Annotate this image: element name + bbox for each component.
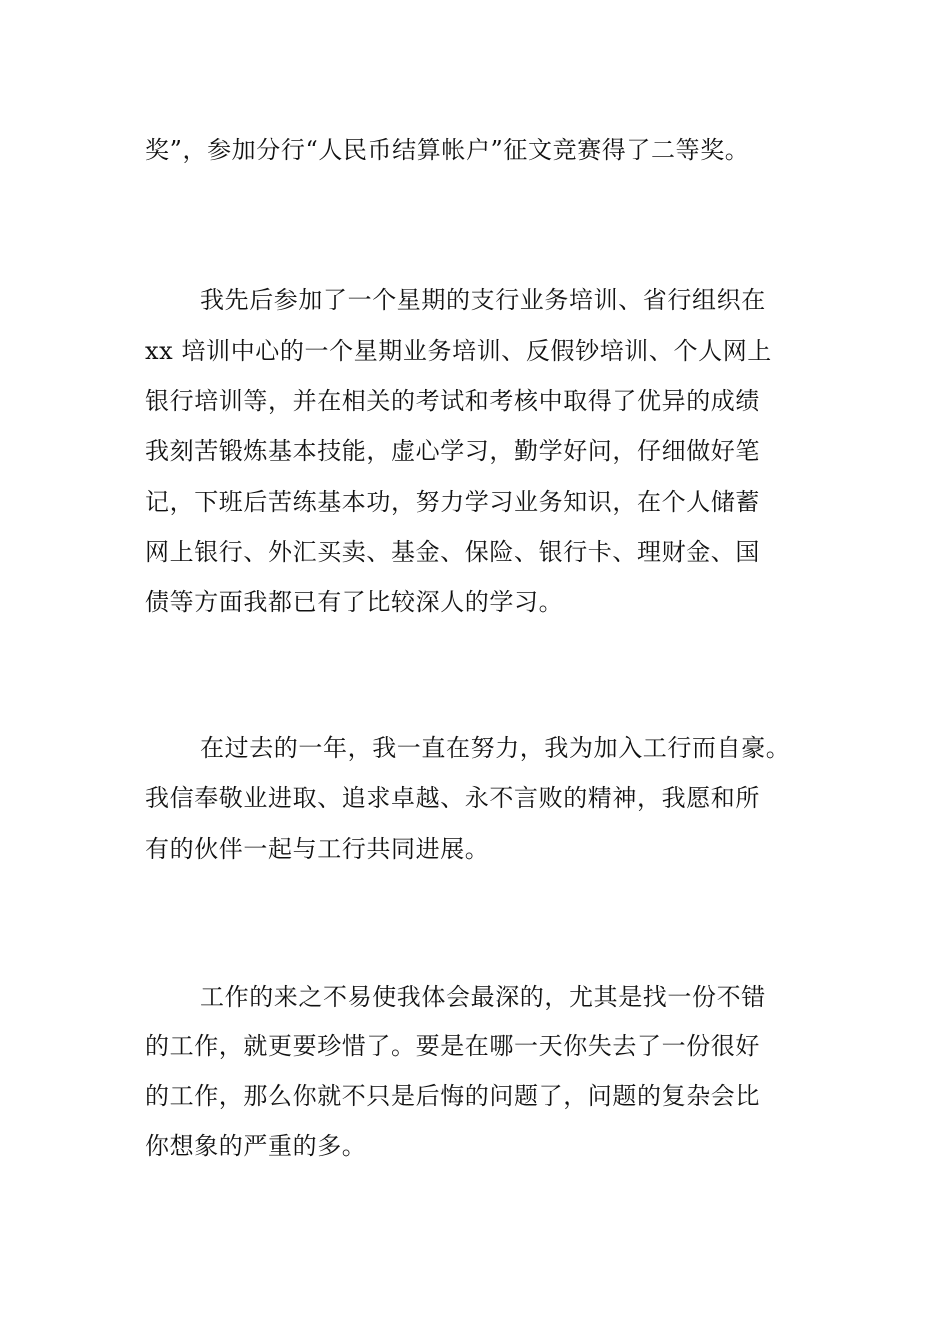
text-line: 网上银行、外汇买卖、基金、保险、银行卡、理财金、国 (145, 538, 760, 566)
text-line: 我刻苦锻炼基本技能，虚心学习，勤学好问，仔细做好笔 (145, 437, 760, 465)
text-line: 奖”，参加分行“人民币结算帐户”征文竞赛得了二等奖。 (145, 136, 750, 164)
text-line: 的工作，那么你就不只是后悔的问题了，问题的复杂会比 (145, 1082, 760, 1110)
text-line: 在过去的一年，我一直在努力，我为加入工行而自豪。 (200, 734, 791, 762)
text-line: 有的伙伴一起与工行共同进展。 (145, 835, 490, 863)
text-line: xx 培训中心的一个星期业务培训、反假钞培训、个人网上 (145, 337, 772, 365)
text-line: 债等方面我都已有了比较深人的学习。 (145, 588, 564, 616)
text-line: 你想象的严重的多。 (145, 1132, 367, 1160)
text-line: 我信奉敬业进取、追求卓越、永不言败的精神，我愿和所 (145, 784, 760, 812)
text-line: 的工作，就更要珍惜了。要是在哪一天你失去了一份很好 (145, 1032, 760, 1060)
text-line: 记，下班后苦练基本功，努力学习业务知识，在个人储蓄 (145, 488, 760, 516)
text-line: 我先后参加了一个星期的支行业务培训、省行组织在 (200, 286, 766, 314)
text-line: 工作的来之不易使我体会最深的，尤其是找一份不错 (200, 983, 766, 1011)
text-line: 银行培训等，并在相关的考试和考核中取得了优异的成绩 (145, 387, 760, 415)
